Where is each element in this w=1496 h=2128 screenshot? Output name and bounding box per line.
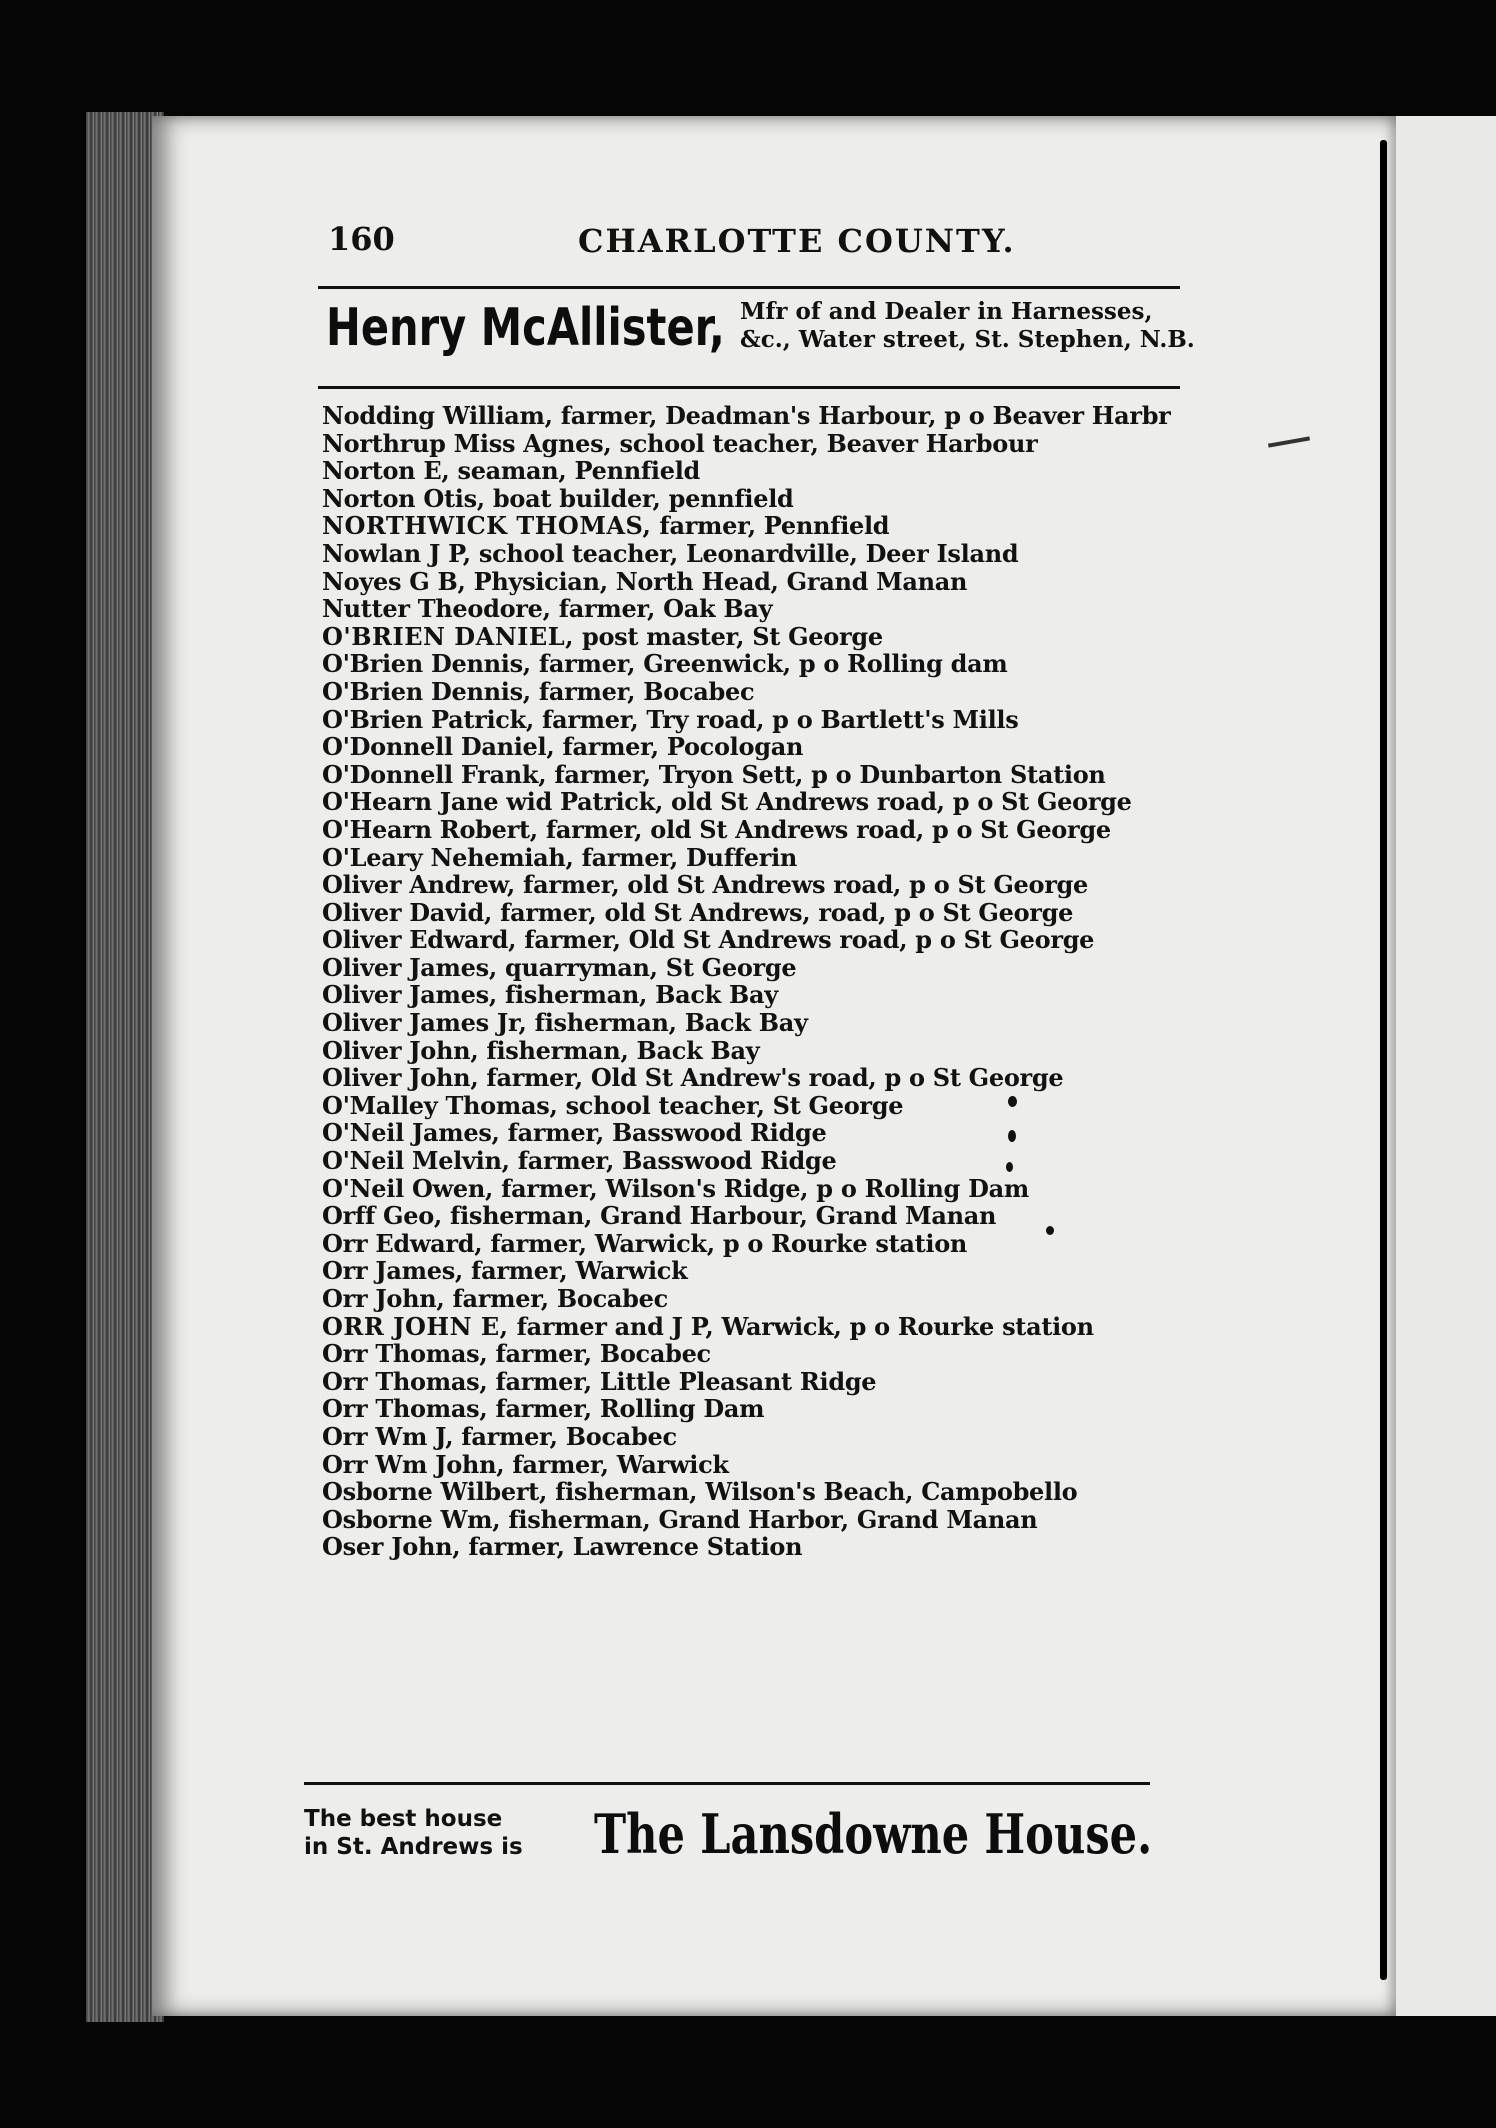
page-number: 160 [328,220,395,258]
directory-entry [322,512,1202,540]
running-head: CHARLOTTE COUNTY. [578,222,1016,260]
directory-entry [322,1340,1202,1368]
entry-details: fisherman, Wilson's Beach, Campobello [547,1477,1078,1507]
entry-name: Orff Geo, [322,1201,442,1231]
directory-entry [322,1395,1202,1423]
entry-name: O'Malley Thomas, [322,1090,558,1120]
directory-entry [322,1175,1202,1203]
entry-details: farmer, Try road, p o Bartlett's Mills [533,704,1019,734]
page-header [318,220,1178,270]
directory-entry [322,457,1202,485]
entry-details: quarryman, St George [496,952,797,982]
entry-name: Oser John, [322,1532,461,1562]
directory-entry [322,1092,1202,1120]
entry-details: school teacher, Beaver Harbour [611,428,1038,458]
entry-name: Noyes G B, [322,566,466,596]
directory-entry [322,733,1202,761]
entry-details: farmer, Lawrence Station [460,1532,803,1562]
directory-entry [322,788,1202,816]
ink-speck [1006,1162,1013,1172]
directory-entry [322,871,1202,899]
entry-name: O'Brien Patrick, [322,704,534,734]
directory-entry [322,568,1202,596]
top-advertisement [320,296,1195,366]
entry-name: O'Neil James, [322,1118,500,1148]
entry-name: Orr Wm John, [322,1449,505,1479]
entry-details: farmer and J P, Warwick, p o Rourke station [508,1311,1094,1341]
directory-entry [322,1064,1202,1092]
directory-entry [322,1202,1202,1230]
directory-entry [322,1147,1202,1175]
advert-tagline-1: The best house [304,1806,503,1832]
entry-details: farmer, Bocabec [453,1421,677,1451]
directory-entry [322,430,1202,458]
entry-details: Physician, North Head, Grand Manan [465,566,968,596]
directory-entry [322,1119,1202,1147]
entry-name: Nodding William, [322,401,553,430]
entry-name: Orr Thomas, [322,1366,488,1396]
entry-name: NORTHWICK THOMAS, [322,511,652,541]
entry-details: post master, St George [573,621,883,651]
directory-entry [322,926,1202,954]
bottom-advertisement [304,1802,1184,1872]
directory-entry [322,650,1202,678]
entry-name: Oliver John, [322,1035,479,1065]
entry-details: wid Patrick, old St Andrews road, p o St George [498,787,1132,817]
directory-entry [322,1533,1202,1561]
entry-details: farmer, Warwick [463,1256,688,1286]
entry-name: Nowlan J P, [322,538,471,568]
entry-name: Norton Otis, [322,483,485,513]
entry-details: farmer, Greenwick, p o Rolling dam [530,649,1008,679]
entry-name: Oliver James Jr, [322,1008,527,1038]
entry-name: O'Brien Dennis, [322,649,531,679]
ink-speck [1008,1130,1016,1142]
directory-entry [322,1285,1202,1313]
directory-entry [322,1368,1202,1396]
entry-details: school teacher, Leonardville, Deer Island [470,538,1019,568]
directory-entry [322,1230,1202,1258]
entry-name: Orr Edward, [322,1228,483,1258]
entry-details: farmer, Old St Andrews road, p o St George [516,925,1095,955]
entry-details: fisherman, Back Bay [526,1008,808,1038]
entry-details: farmer, Bocabec [444,1284,668,1313]
directory-entry [322,540,1202,568]
entry-details: fisherman, Grand Harbor, Grand Manan [500,1504,1038,1534]
entry-details: farmer, Deadman's Harbour, p o Beaver Harbr [552,401,1171,430]
entry-name: Orr Thomas, [322,1394,488,1424]
entry-name: Oliver James, [322,980,497,1010]
advert-line-1: Mfr of and Dealer in Harnesses, [740,298,1153,325]
entry-details: farmer, Bocabec [530,676,755,706]
directory-entry [322,1313,1202,1341]
entry-details: farmer, Pennfield [651,511,890,541]
directory-entry [322,816,1202,844]
entry-details: farmer, Basswood Ridge [509,1146,837,1176]
directory-entry [322,954,1202,982]
entry-details: farmer, Little Pleasant Ridge [487,1366,877,1396]
entry-name: Oliver Edward, [322,925,517,955]
directory-entry [322,1451,1202,1479]
advert-business-name: Henry McAllister, [326,298,725,358]
directory-entry [322,678,1202,706]
entry-details: farmer, old St Andrews road, p o St George [537,814,1111,844]
entry-name: O'Neil Melvin, [322,1146,510,1176]
advert-rule [318,386,1180,389]
directory-entry [322,1423,1202,1451]
directory-entry [322,595,1202,623]
entry-name: O'BRIEN DANIEL, [322,621,574,651]
entry-details: farmer, Basswood Ridge [499,1118,827,1148]
entry-name: ORR JOHN E, [322,1311,509,1341]
entry-details: farmer, old St Andrews, road, p o St George [492,897,1074,927]
entry-details: farmer, Oak Bay [550,594,773,624]
entry-name: Oliver James, [322,952,497,982]
entry-details: farmer, Warwick, p o Rourke station [482,1228,968,1258]
directory-entry [322,402,1202,430]
entry-name: Nutter Theodore, [322,594,551,624]
entry-details: farmer, Wilson's Ridge, p o Rolling Dam [493,1173,1029,1203]
entry-name: Orr James, [322,1256,463,1286]
advert-tagline-2: in St. Andrews is [304,1834,523,1860]
directory-entry [322,1257,1202,1285]
directory-entry [322,1506,1202,1534]
directory-entry [322,1009,1202,1037]
entry-details: farmer, Tryon Sett, p o Dunbarton Station [546,759,1106,789]
entry-name: Orr Thomas, [322,1339,488,1369]
entry-details: farmer, Old St Andrew's road, p o St George [478,1063,1064,1093]
entry-details: farmer, Warwick [504,1449,729,1479]
advert-line-2: &c., Water street, St. Stephen, N.B. [740,326,1195,353]
entry-details: boat builder, pennfield [484,483,794,513]
advert-hotel-name: The Lansdowne House. [594,1802,1153,1866]
entry-name: O'Leary Nehemiah, [322,842,574,872]
entry-details: school teacher, St George [557,1090,904,1120]
ink-speck [1046,1226,1054,1235]
entry-name: Osborne Wm, [322,1504,501,1534]
directory-entry [322,623,1202,651]
entry-details: farmer, Dufferin [573,842,798,872]
entry-name: Oliver Andrew, [322,870,515,900]
directory-entry [322,899,1202,927]
directory-entry [322,485,1202,513]
directory-entry [322,1037,1202,1065]
entry-details: fisherman, Back Bay [496,980,778,1010]
entry-name: Norton E, [322,456,450,486]
entry-details: farmer, Rolling Dam [487,1394,765,1424]
entry-details: farmer, Bocabec [487,1339,711,1369]
directory-entry [322,844,1202,872]
entry-name: Northrup Miss Agnes, [322,428,612,458]
directory-entry [322,761,1202,789]
top-rule [318,286,1180,289]
entry-name: Orr John, [322,1284,445,1313]
entry-name: Oliver John, [322,1063,479,1093]
directory-entry [322,981,1202,1009]
page-fold-line [1380,140,1387,1980]
entry-details: farmer, old St Andrews road, p o St George [514,870,1088,900]
entry-name: O'Donnell Frank, [322,759,547,789]
entry-name: Orr Wm J, [322,1421,454,1451]
directory-entries [322,402,1202,1561]
entry-details: farmer, Pocologan [554,732,804,762]
entry-name: O'Donnell Daniel, [322,732,555,762]
entry-name: O'Brien Dennis, [322,676,531,706]
directory-entry [322,706,1202,734]
entry-details: fisherman, Grand Harbour, Grand Manan [441,1201,997,1231]
entry-name: Osborne Wilbert, [322,1477,548,1507]
entry-details: seaman, Pennfield [449,456,701,486]
entry-name: Oliver David, [322,897,493,927]
entry-details: fisherman, Back Bay [478,1035,760,1065]
entry-name: O'Hearn Jane [322,787,499,817]
entry-name: O'Hearn Robert, [322,814,538,844]
ink-speck [1008,1096,1017,1107]
entry-name: O'Neil Owen, [322,1173,494,1203]
directory-entry [322,1478,1202,1506]
facing-page-strip [1396,116,1496,2016]
bottom-rule [304,1782,1150,1785]
